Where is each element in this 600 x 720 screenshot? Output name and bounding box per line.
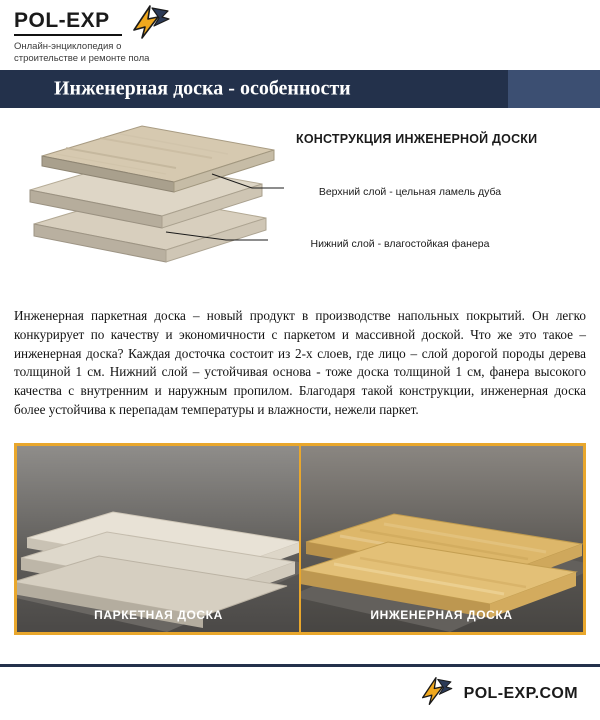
diagram-callout-bottom-layer: Нижний слой - влагостойкая фанера xyxy=(310,238,490,250)
comparison-left-panel xyxy=(17,446,300,632)
article-title-bar xyxy=(0,70,600,108)
comparison-right-panel xyxy=(300,446,583,632)
footer-lightning-bolt-icon xyxy=(416,676,456,711)
footer-site-name[interactable]: POL-EXP.COM xyxy=(463,684,578,702)
board-stack-illustration xyxy=(16,112,286,280)
site-footer xyxy=(0,664,600,720)
comparison-right-label: ИНЖЕНЕРНАЯ ДОСКА xyxy=(370,607,513,622)
site-tagline xyxy=(14,41,600,65)
article-body: Инженерная паркетная доска – новый продукт в производстве напольных покрытий. Он легко конкурирует по качеству и экономичности с паркетом и массивной доской. Что же это такое – инженерная доска? Каждая досточка состоит из 2-х слоев, где лицо – слой дорогой породы дерева толщиной 1 см. Нижний слой – устойчивая основа - тоже доска толщиной 1 см, фанера высокого качества с внутренним и наружным пропилом. Благодаря такой конструкции, инженерная доска более устойчива к перепадам температуры и влажности, нежели паркет. xyxy=(14,308,586,417)
comparison-image xyxy=(14,443,586,635)
lightning-bolt-icon xyxy=(128,8,172,38)
comparison-divider xyxy=(299,446,301,632)
site-header xyxy=(0,0,600,68)
parquet-board-illustration xyxy=(17,446,300,632)
engineered-board-illustration xyxy=(300,446,583,632)
construction-diagram xyxy=(0,108,600,280)
tagline-line-2: строительстве и ремонте пола xyxy=(14,52,150,64)
diagram-heading: КОНСТРУКЦИЯ ИНЖЕНЕРНОЙ ДОСКИ xyxy=(296,132,538,146)
logo-underline xyxy=(14,34,122,36)
comparison-left-label: ПАРКЕТНАЯ ДОСКА xyxy=(94,607,223,622)
diagram-callout-top-layer: Верхний слой - цельная ламель дуба xyxy=(318,186,502,198)
site-logo[interactable] xyxy=(14,8,600,38)
logo-text: POL-EXP xyxy=(14,9,110,32)
tagline-line-1: Онлайн-энциклопедия о xyxy=(14,41,122,52)
page-title: Инженерная доска - особенности xyxy=(54,77,351,100)
